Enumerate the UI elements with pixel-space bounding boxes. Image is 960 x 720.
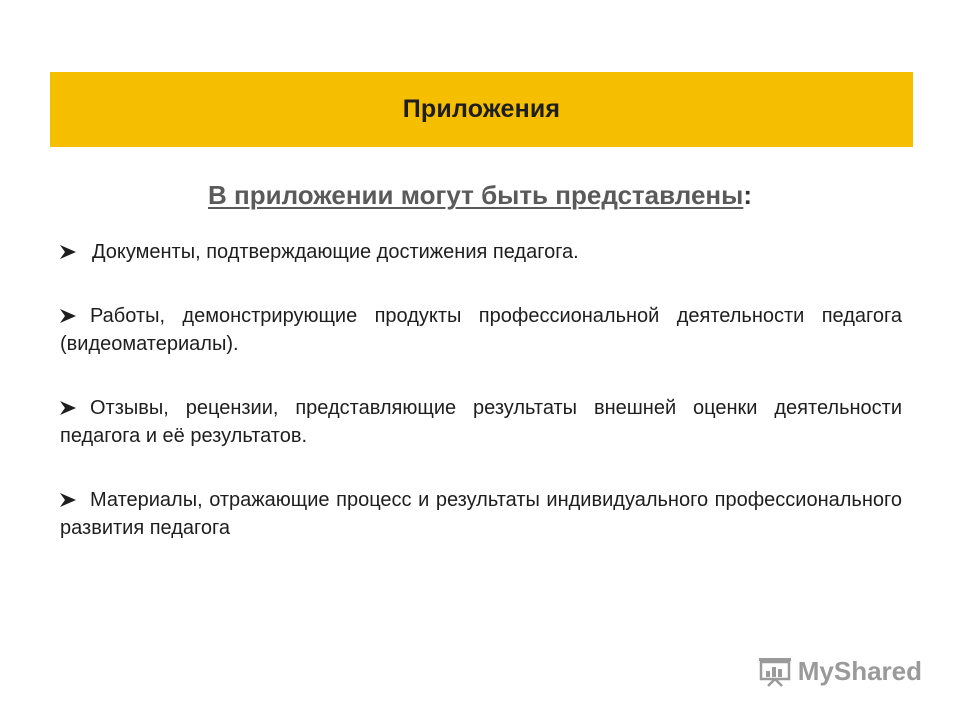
bullet-text: Отзывы, рецензии, представляющие результаты внешней оценки деятельности педагога и её результатов. [60,397,902,447]
bullet-item [60,394,902,450]
subtitle-text: В приложении могут быть представлены [208,180,744,210]
subtitle-colon: : [743,180,752,210]
watermark-text: MyShared [797,656,922,686]
bullet-text: Документы, подтверждающие достижения педагога. [92,241,579,263]
arrow-bullet-icon [60,401,76,415]
watermark [758,656,922,687]
bullet-item [60,486,902,542]
bullet-item [60,302,902,358]
arrow-bullet-icon [60,493,76,507]
bullet-item [60,238,902,266]
slide-subtitle [0,180,960,211]
bullet-text: Материалы, отражающие процесс и результаты индивидуального профессионального развития педагога [60,489,902,539]
arrow-bullet-icon [60,309,76,323]
slide-title: Приложения [402,95,561,123]
title-bar [50,72,913,147]
bullet-list [60,238,902,542]
projector-screen-icon [758,657,792,687]
bullet-text: Работы, демонстрирующие продукты профессиональной деятельности педагога (видеоматериалы). [60,305,902,355]
arrow-bullet-icon [60,245,76,259]
